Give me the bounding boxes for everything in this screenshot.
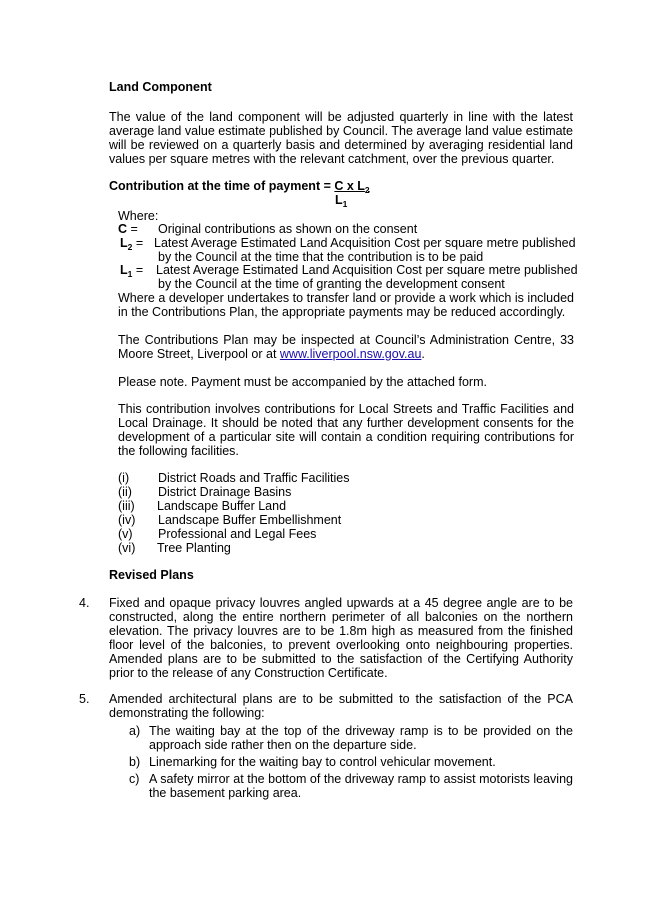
inspection-paragraph <box>118 333 574 361</box>
definition-l1 <box>120 263 143 278</box>
subitem-text: Linemarking for the waiting bay to control vehicular movement. <box>149 755 496 769</box>
c-eq: = <box>127 222 138 236</box>
facility-text: Landscape Buffer Embellishment <box>158 513 342 527</box>
facility-label: (i) <box>118 471 130 485</box>
facility-item <box>118 471 129 485</box>
facility-item <box>118 499 135 513</box>
l1-definition-line1: Latest Average Estimated Land Acquisition Cost per square metre published <box>156 263 578 277</box>
item-5-number: 5. <box>79 692 90 706</box>
l2-definition-line2: by the Council at the time that the contribution is to be paid <box>158 250 484 264</box>
c-symbol: C <box>118 222 128 236</box>
l2-sub: 2 <box>127 242 133 252</box>
facility-text: Landscape Buffer Land <box>157 499 287 513</box>
payment-note: Please note. Payment must be accompanied by the attached form. <box>118 375 487 389</box>
l1-definition-line2: by the Council at the time of granting the development consent <box>158 277 505 291</box>
facility-label: (vi) <box>118 541 136 555</box>
inspection-text-end: . <box>421 347 425 361</box>
formula-denominator-sub: 1 <box>342 199 348 209</box>
land-component-paragraph: The value of the land component will be adjusted quarterly in line with the latest average land value estimate published by Council. The average land value estimate will be reviewed on a quarterly basis and determined by averaging residential land values per square metres with the relevant catchment, over the previous quarter. <box>109 110 573 166</box>
facility-text: Tree Planting <box>157 541 231 555</box>
facility-item <box>118 513 135 527</box>
inspection-text: The Contributions Plan may be inspected at Council’s Administration Centre, 33 Moore Street, Liverpool or at <box>118 333 574 361</box>
subitem-label: c) <box>129 772 140 786</box>
l1-eq: = <box>132 263 144 277</box>
subitem-label: a) <box>129 724 141 738</box>
subitem-text: The waiting bay at the top of the driveway ramp is to be provided on the approach side rather then on the departure side. <box>149 724 573 752</box>
facility-item <box>118 541 135 555</box>
l2-symbol: L <box>120 236 128 250</box>
facility-text: District Roads and Traffic Facilities <box>158 471 350 485</box>
formula-label: Contribution at the time of payment = <box>109 179 335 193</box>
facilities-list <box>118 471 418 555</box>
facility-label: (iv) <box>118 513 136 527</box>
c-definition-text: Original contributions as shown on the consent <box>158 222 418 236</box>
subitem-label: b) <box>129 755 141 769</box>
facility-text: Professional and Legal Fees <box>158 527 317 541</box>
facility-label: (v) <box>118 527 133 541</box>
subitem-text: A safety mirror at the bottom of the driveway ramp to assist motorists leaving the basement parking area. <box>149 772 573 800</box>
formula-denominator <box>335 193 347 208</box>
formula-numerator <box>334 179 369 193</box>
contribution-formula <box>109 179 370 194</box>
formula-numerator-sub: 2 <box>364 185 370 195</box>
l2-definition-line1: Latest Average Estimated Land Acquisition Cost per square metre published <box>154 236 576 250</box>
l1-sub: 1 <box>127 269 133 279</box>
where-label: Where: <box>118 209 159 223</box>
l1-symbol: L <box>120 263 128 277</box>
facility-text: District Drainage Basins <box>158 485 292 499</box>
formula-numerator-text: C x L <box>334 179 365 193</box>
definition-c <box>118 222 138 236</box>
item-5-text: Amended architectural plans are to be submitted to the satisfaction of the PCA demonstrating the following: <box>109 692 573 720</box>
item-4-text: Fixed and opaque privacy louvres angled upwards at a 45 degree angle are to be constructed, along the entire northern perimeter of all balconies on the northern elevation. The privacy louvres are to be 1.8m high as measured from the finished floor level of the balconies, to prevent overlooking onto neighbouring properties. Amended plans are to be submitted to the satisfaction of the Certifying Authority prior to the release of any Construction Certificate. <box>109 596 573 680</box>
facility-item <box>118 527 133 541</box>
item-4-number: 4. <box>79 596 90 610</box>
l2-eq: = <box>132 236 144 250</box>
formula-denominator-text: L <box>335 193 343 207</box>
revised-plans-heading: Revised Plans <box>109 568 194 582</box>
facility-item <box>118 485 132 499</box>
council-website-link[interactable]: www.liverpool.nsw.gov.au <box>279 347 422 361</box>
definition-l2 <box>120 236 143 251</box>
facility-label: (ii) <box>118 485 132 499</box>
facility-label: (iii) <box>118 499 135 513</box>
developer-paragraph: Where a developer undertakes to transfer land or provide a work which is included in the Contributions Plan, the appropriate payments may be reduced accordingly. <box>118 291 574 319</box>
land-component-heading: Land Component <box>109 80 212 94</box>
contribution-paragraph: This contribution involves contributions for Local Streets and Traffic Facilities and Local Drainage. It should be noted that any further development consents for the development of a particular site will contain a condition requiring contributions for the following facilities. <box>118 402 574 458</box>
